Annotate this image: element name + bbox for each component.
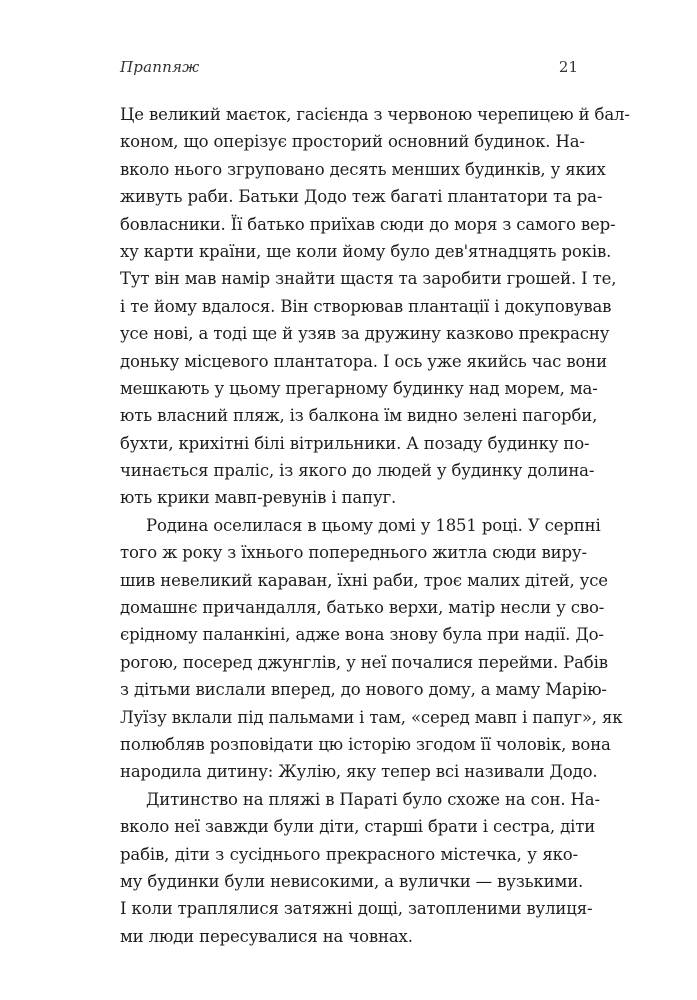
- text-line: домашнє причандалля, батько верхи, матір несли у сво-: [120, 598, 605, 618]
- running-head: [120, 58, 578, 80]
- text-line: чинається праліс, із якого до людей у будинку долина-: [120, 461, 595, 481]
- paragraph: [120, 512, 623, 786]
- text-line: з дітьми вислали вперед, до нового дому, а маму Марію-: [120, 680, 607, 700]
- page-number: 21: [558, 58, 578, 76]
- text-line: рогою, посеред джунглів, у неї почалися перейми. Рабів: [120, 652, 608, 672]
- text-line: ху карти країни, ще коли йому було дев'ятнадцять років.: [120, 241, 612, 261]
- text-line: полюбляв розповідати цю історію згодом її чоловік, вона: [120, 734, 611, 754]
- text-line: і те йому вдалося. Він створював плантації і докуповував: [120, 296, 612, 316]
- text-line: вколо нього згруповано десять менших будинків, у яких: [120, 159, 606, 179]
- text-line: І коли траплялися затяжні дощі, затопленими вулиця-: [120, 899, 593, 919]
- text-line: коном, що оперізує просторий основний будинок. На-: [120, 132, 585, 152]
- text-line: єрідному паланкіні, адже вона знову була при надії. До-: [120, 625, 604, 645]
- text-line: ми люди пересувалися на човнах.: [120, 926, 413, 946]
- text-line: ють крики мавп-ревунів і папуг.: [120, 488, 397, 508]
- text-line: рабів, діти з сусіднього прекрасного містечка, у яко-: [120, 844, 578, 864]
- text-line: усе нові, а тоді ще й узяв за дружину казково прекрасну: [120, 324, 610, 344]
- text-line: того ж року з їхнього попереднього житла сюди виру-: [120, 543, 587, 563]
- text-line: бовласники. Її батько приїхав сюди до моря з самого вер-: [120, 214, 616, 234]
- text-line: Луїзу вклали під пальмами і там, «серед мавп і папуг», як: [120, 707, 623, 727]
- text-line: му будинки були невисокими, а вулички — вузькими.: [120, 871, 584, 891]
- running-title: Праппяж: [120, 58, 200, 76]
- text-line: бухти, крихітні білі вітрильники. А позаду будинку по-: [120, 433, 590, 453]
- text-line: живуть раби. Батьки Додо теж багаті плантатори та ра-: [120, 187, 603, 207]
- text-line: мешкають у цьому прегарному будинку над морем, ма-: [120, 378, 598, 398]
- paragraph: [120, 101, 630, 512]
- text-line: Дитинство на пляжі в Параті було схоже на сон. На-: [146, 789, 600, 809]
- text-line: шив невеликий караван, їхні раби, троє малих дітей, усе: [120, 570, 608, 590]
- text-line: Родина оселилася в цьому домі у 1851 році. У серпні: [146, 515, 601, 535]
- text-line: Тут він мав намір знайти щастя та заробити грошей. І те,: [120, 269, 617, 289]
- text-line: народила дитину: Жулію, яку тепер всі називали Додо.: [120, 762, 598, 782]
- body-text: [120, 101, 630, 950]
- text-line: ють власний пляж, із балкона їм видно зелені пагорби,: [120, 406, 598, 426]
- text-line: доньку місцевого плантатора. І ось уже якийсь час вони: [120, 351, 607, 371]
- text-line: Це великий маєток, гасієнда з червоною черепицею й бал-: [120, 105, 630, 124]
- text-line: вколо неї завжди були діти, старші брати і сестра, діти: [120, 817, 596, 837]
- paragraph: [120, 786, 600, 950]
